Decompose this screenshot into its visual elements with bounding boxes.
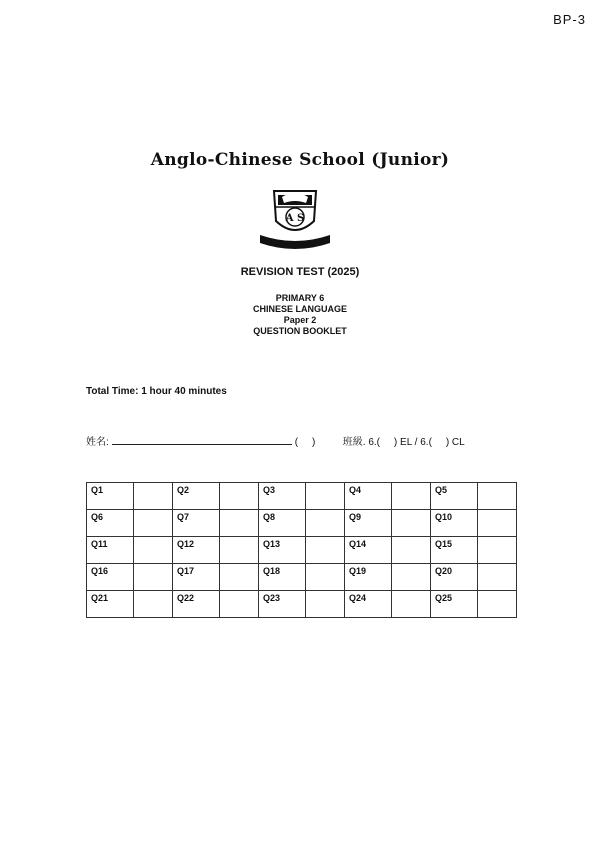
question-label: Q12 (173, 537, 220, 564)
question-label: Q24 (345, 591, 392, 618)
question-label: Q14 (345, 537, 392, 564)
exam-title: REVISION TEST (2025) (240, 266, 360, 278)
question-score-cell[interactable] (392, 537, 431, 564)
svg-text:A S: A S (285, 213, 305, 224)
school-name: Anglo-Chinese School (Junior) (150, 150, 450, 170)
student-info-row (86, 433, 465, 448)
question-score-cell[interactable] (134, 591, 173, 618)
question-score-cell[interactable] (306, 564, 345, 591)
question-label: Q19 (345, 564, 392, 591)
exam-level: PRIMARY 6 (275, 293, 325, 303)
question-score-cell[interactable] (392, 483, 431, 510)
question-score-cell[interactable] (134, 483, 173, 510)
question-score-cell[interactable] (392, 564, 431, 591)
question-label: Q2 (173, 483, 220, 510)
question-label: Q13 (259, 537, 306, 564)
school-crest-icon (254, 185, 336, 251)
question-label: Q5 (431, 483, 478, 510)
name-label: 姓名: (86, 437, 109, 448)
question-score-cell[interactable] (220, 483, 259, 510)
class-el: ) EL / 6.( (393, 437, 432, 448)
question-score-cell[interactable] (134, 537, 173, 564)
question-score-cell[interactable] (306, 591, 345, 618)
question-score-cell[interactable] (220, 537, 259, 564)
total-time: Total Time: 1 hour 40 minutes (86, 386, 227, 397)
question-score-cell[interactable] (478, 483, 517, 510)
question-label: Q16 (87, 564, 134, 591)
question-label: Q25 (431, 591, 478, 618)
question-label: Q15 (431, 537, 478, 564)
score-grid-row (87, 483, 517, 510)
question-score-cell[interactable] (306, 537, 345, 564)
question-label: Q10 (431, 510, 478, 537)
question-label: Q6 (87, 510, 134, 537)
class-label: 班級. 6.( (342, 437, 381, 448)
question-score-cell[interactable] (220, 510, 259, 537)
question-label: Q21 (87, 591, 134, 618)
question-label: Q22 (173, 591, 220, 618)
question-score-cell[interactable] (392, 510, 431, 537)
question-label: Q23 (259, 591, 306, 618)
question-score-cell[interactable] (478, 591, 517, 618)
question-label: Q17 (173, 564, 220, 591)
question-score-cell[interactable] (392, 591, 431, 618)
class-cl: ) CL (445, 437, 465, 448)
question-score-cell[interactable] (220, 564, 259, 591)
score-grid-row (87, 564, 517, 591)
name-field[interactable] (112, 434, 292, 445)
exam-subject: CHINESE LANGUAGE (252, 304, 347, 314)
document-code: BP-3 (553, 12, 586, 27)
question-label: Q1 (87, 483, 134, 510)
question-score-cell[interactable] (478, 510, 517, 537)
question-score-cell[interactable] (306, 483, 345, 510)
question-label: Q20 (431, 564, 478, 591)
exam-booklet: QUESTION BOOKLET (253, 326, 347, 336)
question-label: Q7 (173, 510, 220, 537)
question-label: Q4 (345, 483, 392, 510)
exam-paper: Paper 2 (283, 315, 317, 325)
question-score-cell[interactable] (478, 537, 517, 564)
score-grid-row (87, 510, 517, 537)
register-number-field[interactable]: ( ) (294, 437, 316, 448)
score-grid (86, 482, 517, 618)
question-label: Q9 (345, 510, 392, 537)
question-label: Q3 (259, 483, 306, 510)
question-label: Q8 (259, 510, 306, 537)
question-score-cell[interactable] (220, 591, 259, 618)
question-score-cell[interactable] (478, 564, 517, 591)
question-score-cell[interactable] (134, 564, 173, 591)
question-score-cell[interactable] (306, 510, 345, 537)
question-score-cell[interactable] (134, 510, 173, 537)
score-grid-row (87, 591, 517, 618)
question-label: Q18 (259, 564, 306, 591)
score-grid-row (87, 537, 517, 564)
question-label: Q11 (87, 537, 134, 564)
